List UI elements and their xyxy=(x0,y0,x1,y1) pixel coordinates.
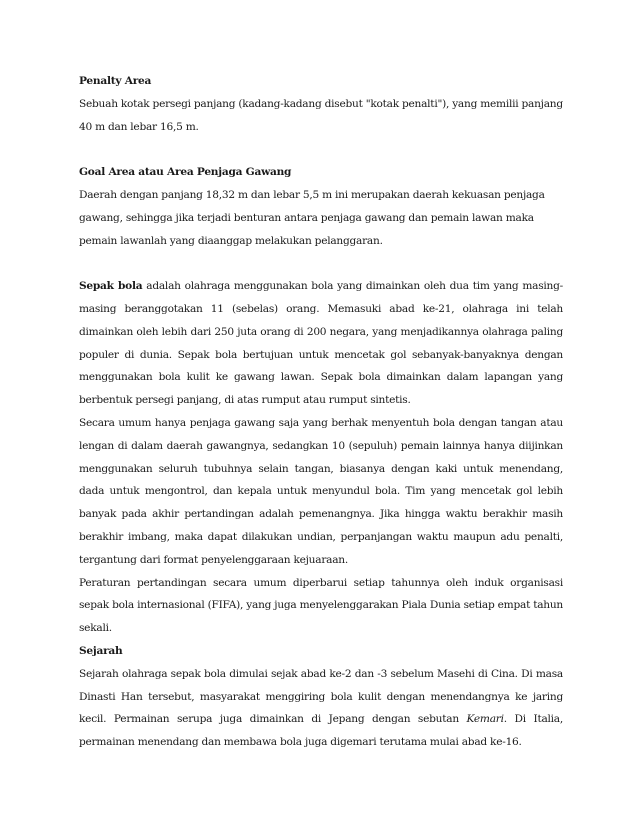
document-page xyxy=(79,70,563,754)
goal-area-text: Daerah dengan panjang 18,32 m dan lebar 5,5 m ini merupakan daerah kekuasan penjaga gawang, sehingga jika terjadi benturan antara penjaga gawang dan pemain lawan maka pemain lawanlah yang diaanggap melakukan pelanggaran. xyxy=(79,188,545,247)
sepak-bola-paragraph-3: Peraturan pertandingan secara umum diperbarui setiap tahunnya oleh induk organisasi sepak bola internasional (FIFA), yang juga menyelenggarakan Piala Dunia setiap empat tahun sekali. xyxy=(79,576,563,635)
sejarah-text-after: . Di Italia, permainan menendang dan membawa bola juga digemari terutama mulai abad ke-16. xyxy=(79,713,563,749)
kemari-term: Kemari xyxy=(466,713,504,726)
penalty-area-text: Sebuah kotak persegi panjang (kadang-kadang disebut "kotak penalti"), yang memilii panjang 40 m dan lebar 16,5 m. xyxy=(79,97,563,133)
sepak-bola-paragraph-2: Secara umum hanya penjaga gawang saja yang berhak menyentuh bola dengan tangan atau lengan di dalam daerah gawangnya, sedangkan 10 (sepuluh) pemain lainnya hanya diijinkan menggunakan seluruh tubuhnya selain tangan, biasanya dengan kaki untuk menendang, dada untuk mengontrol, dan kepala untuk menyundul bola. Tim yang mencetak gol lebih banyak pada akhir pertandingan adalah pemenangnya. Jika hingga waktu berakhir masih berakhir imbang, maka dapat dilakukan undian, perpanjangan waktu maupun adu penalti, tergantung dari format penyelenggaraan kejuaraan. xyxy=(79,416,563,566)
sepak-bola-paragraph-1 xyxy=(79,275,563,412)
sepak-bola-para1-text: adalah olahraga menggunakan bola yang dimainkan oleh dua tim yang masing-masing beranggotakan 11 (sebelas) orang. Memasuki abad ke-21, olahraga ini telah dimainkan oleh lebih dari 250 juta orang di 200 negara, yang menjadikannya olahraga paling populer di dunia. Sepak bola bertujuan untuk mencetak gol sebanyak-banyaknya dengan menggunakan bola kulit ke gawang lawan. Sepak bola dimainkan dalam lapangan yang berbentuk persegi panjang, di atas rumput atau rumput sintetis. xyxy=(79,280,563,407)
sepak-bola-term: Sepak bola xyxy=(79,280,143,293)
spacer xyxy=(79,138,563,161)
sejarah-paragraph xyxy=(79,663,563,754)
sejarah-text-before: Sejarah olahraga sepak bola dimulai sejak abad ke-2 dan -3 sebelum Masehi di Cina. Di masa Dinasti Han tersebut, masyarakat menggiring bola kulit dengan menendangnya ke jaring kecil. Permainan serupa juga dimainkan di Jepang dengan sebutan xyxy=(79,667,563,726)
spacer xyxy=(79,252,563,275)
sejarah-heading: Sejarah xyxy=(79,644,123,657)
goal-area-heading: Goal Area atau Area Penjaga Gawang xyxy=(79,166,292,179)
penalty-area-heading: Penalty Area xyxy=(79,75,152,87)
